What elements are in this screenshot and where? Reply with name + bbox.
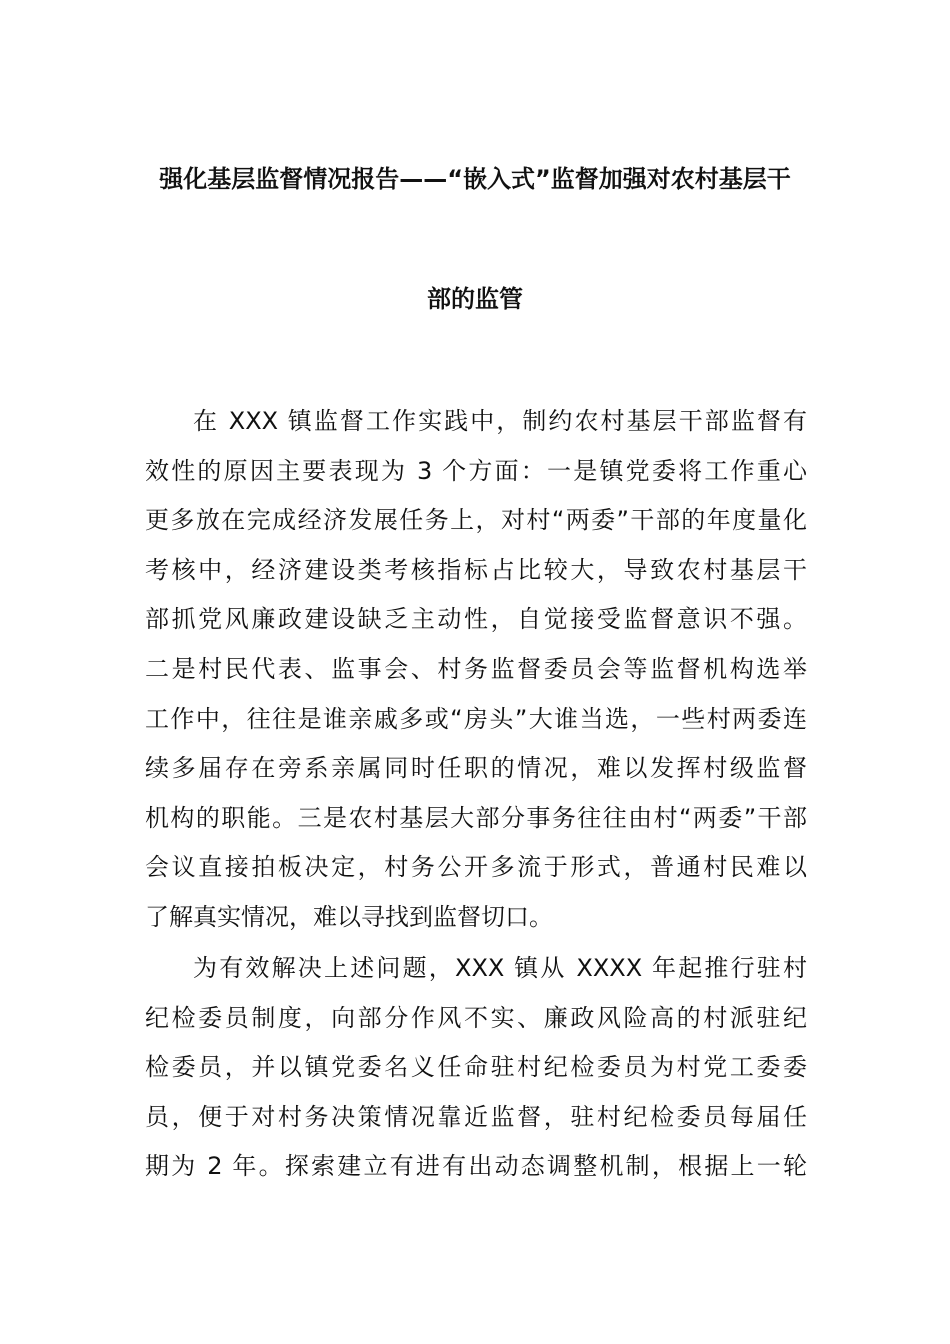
paragraph-line: 机构的职能。三是农村基层大部分事务往往由村“两委”干部 bbox=[145, 803, 807, 832]
paragraph-line: 检委员，并以镇党委名义任命驻村纪检委员为村党工委委 bbox=[145, 1053, 807, 1082]
paragraph-line: 员，便于对村务决策情况靠近监督，驻村纪检委员每届任 bbox=[145, 1102, 807, 1131]
paragraph-1 bbox=[145, 397, 807, 943]
paragraph-line: 二是村民代表、监事会、村务监督委员会等监督机构选举 bbox=[145, 654, 807, 683]
paragraph-line: 期为 2 年。探索建立有进有出动态调整机制，根据上一轮 bbox=[145, 1152, 807, 1181]
document-title-line-2: 部的监管 bbox=[427, 285, 523, 313]
paragraph-line: 为有效解决上述问题，XXX 镇从 XXXX 年起推行驻村 bbox=[193, 954, 807, 982]
paragraph-line: 更多放在完成经济发展任务上，对村“两委”干部的年度量化 bbox=[145, 506, 807, 535]
document-title-line-1: 强化基层监督情况报告——“嵌入式”监督加强对农村基层干 bbox=[159, 165, 791, 193]
paragraph-line: 工作中，往往是谁亲戚多或“房头”大谁当选，一些村两委连 bbox=[145, 704, 807, 733]
paragraph-line: 效性的原因主要表现为 3 个方面：一是镇党委将工作重心 bbox=[145, 456, 807, 485]
paragraph-line: 会议直接拍板决定，村务公开多流于形式，普通村民难以 bbox=[145, 853, 807, 882]
paragraph-line: 续多届存在旁系亲属同时任职的情况，难以发挥村级监督 bbox=[145, 754, 807, 783]
paragraph-line: 考核中，经济建设类考核指标占比较大，导致农村基层干 bbox=[145, 555, 807, 584]
paragraph-line: 纪检委员制度，向部分作风不实、廉政风险高的村派驻纪 bbox=[145, 1003, 807, 1032]
paragraph-2 bbox=[145, 944, 807, 1192]
paragraph-line: 部抓党风廉政建设缺乏主动性，自觉接受监督意识不强。 bbox=[145, 605, 807, 634]
paragraph-line: 了解真实情况，难以寻找到监督切口。 bbox=[145, 902, 553, 931]
paragraph-line: 在 XXX 镇监督工作实践中，制约农村基层干部监督有 bbox=[193, 407, 807, 435]
